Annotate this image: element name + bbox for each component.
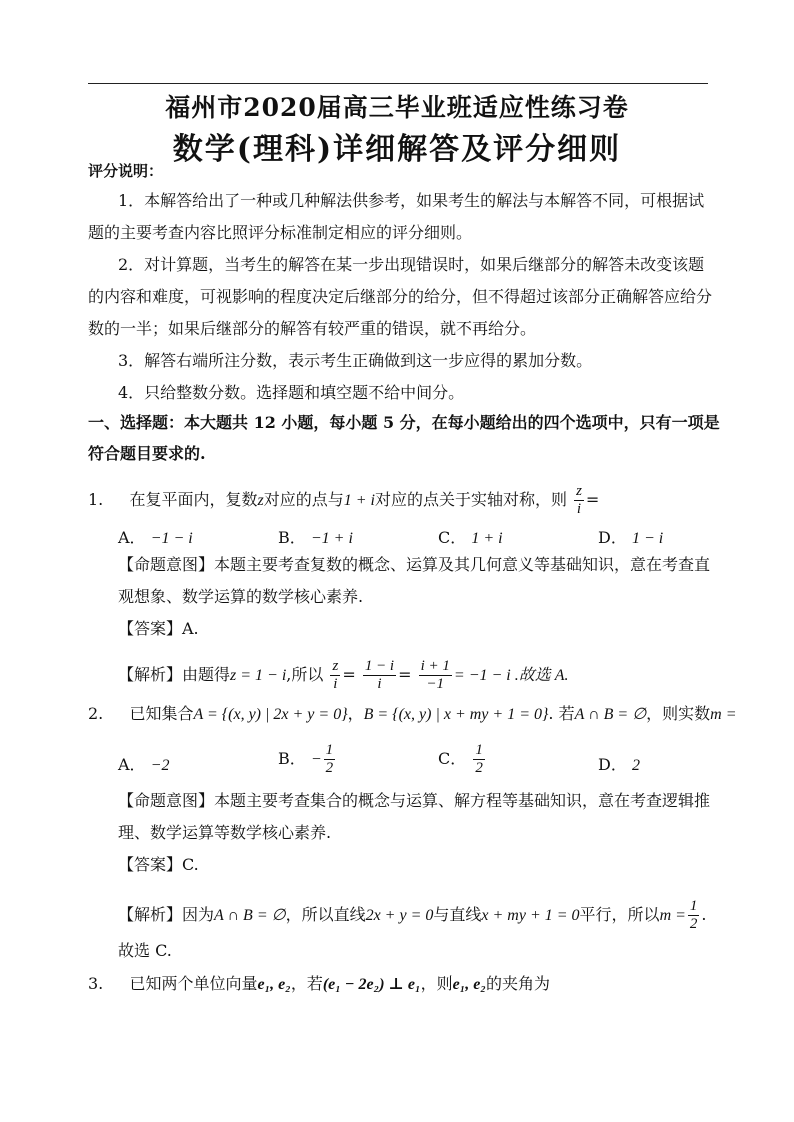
q2-analysis: 【解析】因为A ∩ B = ∅，所以直线2x + y = 0与直线x + my + 1 = 0平行，所以m = $\frac{1}{2}$ .	[118, 898, 707, 932]
notes-heading: 评分说明：	[88, 162, 164, 180]
top-rule	[88, 83, 708, 84]
q3-number: 3.	[88, 974, 104, 993]
q2-intent-b: 理、数学运算等数学核心素养.	[118, 823, 332, 842]
q1-answer: 【答案】A.	[118, 619, 199, 638]
q1-intent-b: 观想象、数学运算的数学核心素养.	[118, 587, 364, 606]
q2-option-d[interactable]: D． 2	[598, 755, 640, 774]
q2-answer: 【答案】C.	[118, 855, 199, 874]
note-4: 4．只给整数分数。选择题和填空题不给中间分。	[118, 383, 465, 402]
q1-number: 1.	[88, 490, 104, 509]
note-1a: 1．本解答给出了一种或几种解法供参考，如果考生的解法与本解答不同，可根据试	[118, 191, 705, 210]
q1-analysis: 【解析】由题得z = 1 − i,所以 $\frac{z}{i}$ = $\frac{1 - i}{i}$ = $\frac{i + 1}{-1}$ = −1 − i .故选 A.	[118, 658, 569, 692]
q2-analysis-b: 故选 C.	[118, 941, 172, 960]
note-2b: 的内容和难度，可视影响的程度决定后继部分的给分，但不得超过该部分正确解答应给分	[88, 287, 713, 306]
q3-stem: 3. 已知两个单位向量e₁, e₂，若(e₁ − 2e₂) ⊥ e₁，则e₁, e₂的夹角为	[88, 974, 550, 993]
q1-intent-a: 【命题意图】本题主要考查复数的概念、运算及其几何意义等基础知识，意在考查直	[118, 555, 711, 574]
note-2a: 2．对计算题，当考生的解答在某一步出现错误时，如果后继部分的解答未改变该题	[118, 255, 705, 274]
q2-number: 2.	[88, 704, 104, 723]
q2-intent-a: 【命题意图】本题主要考查集合的概念与运算、解方程等基础知识，意在考查逻辑推	[118, 791, 711, 810]
section-1-line-a: 一、选择题：本大题共 12 小题，每小题 5 分，在每小题给出的四个选项中，只有一项是	[88, 413, 720, 432]
q2-option-c[interactable]: C． $\frac{1}{2}$	[438, 742, 483, 776]
q1-option-c[interactable]: C． 1 + i	[438, 528, 503, 547]
q1-option-a[interactable]: A． −1 − i	[118, 528, 193, 547]
note-3: 3．解答右端所注分数，表示考生正确做到这一步应得的累加分数。	[118, 351, 593, 370]
section-1-line-b: 符合题目要求的.	[88, 444, 206, 463]
q2-option-a[interactable]: A． −2	[118, 755, 170, 774]
q1-option-d[interactable]: D． 1 − i	[598, 528, 664, 547]
q1-stem: 1. 在复平面内，复数z对应的点与1 + i对应的点关于实轴对称，则 $\frac{z}{i}$ =	[88, 483, 600, 517]
q2-option-b[interactable]: B． − $\frac{1}{2}$	[278, 742, 334, 776]
q2-stem: 2. 已知集合A = {(x, y) | 2x + y = 0}，B = {(x, y) | x + my + 1 = 0}. 若A ∩ B = ∅，则实数m =	[88, 704, 737, 723]
title-line-1: 福州市2020届高三毕业班适应性练习卷	[165, 93, 629, 122]
q1-fraction: $\frac{z}{i}$	[576, 483, 582, 517]
q1-option-b[interactable]: B． −1 + i	[278, 528, 353, 547]
note-2c: 数的一半；如果后继部分的解答有较严重的错误，就不再给分。	[88, 319, 537, 338]
title-line-2: 数学(理科)详细解答及评分细则	[172, 132, 622, 167]
note-1b: 题的主要考查内容比照评分标准制定相应的评分细则。	[88, 223, 473, 242]
